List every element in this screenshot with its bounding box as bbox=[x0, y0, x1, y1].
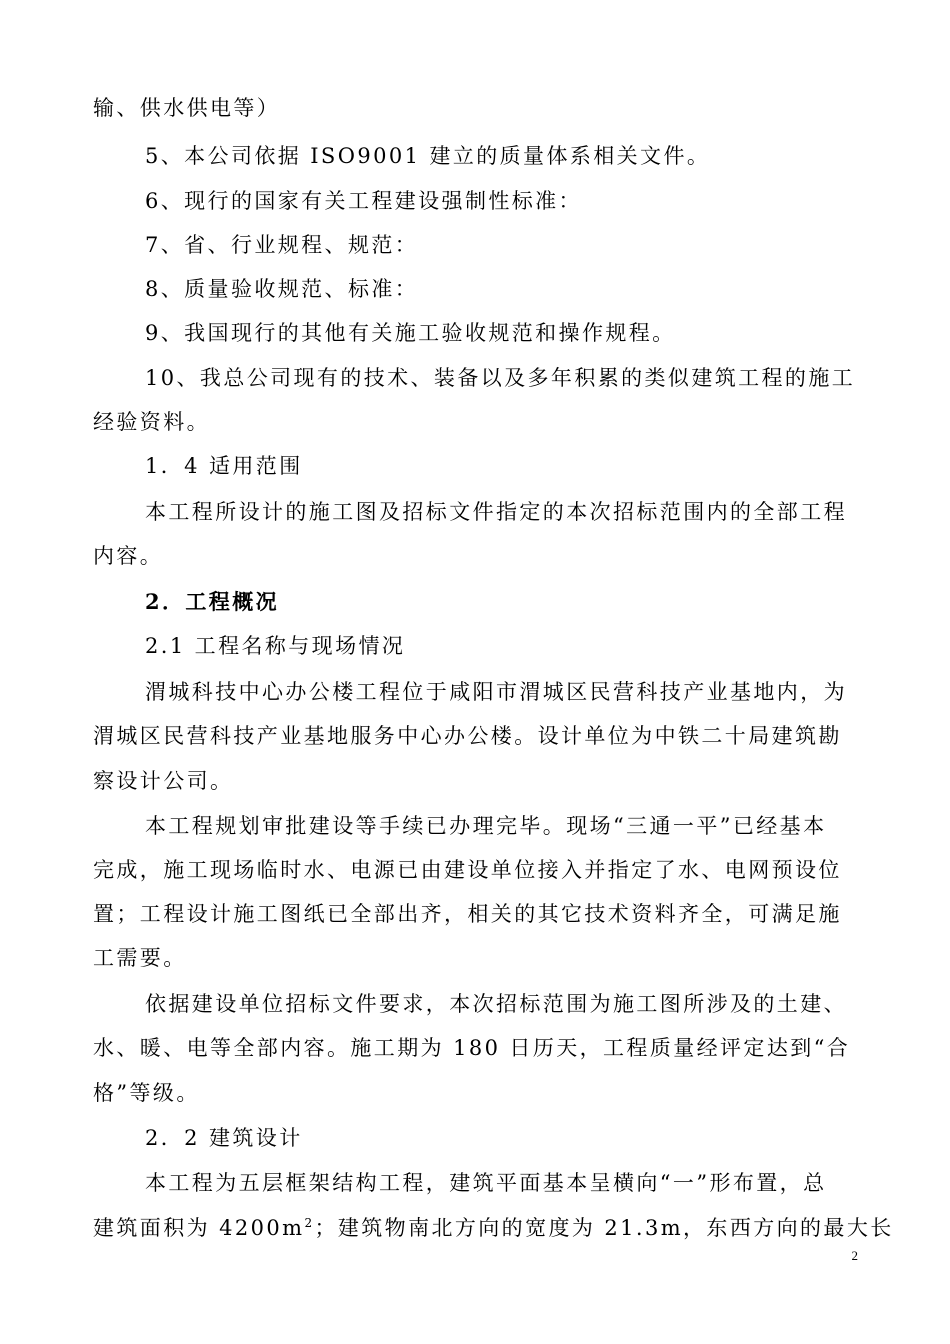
text-line: 本工程为五层框架结构工程，建筑平面基本呈横向“一”形布置，总 bbox=[145, 1171, 827, 1195]
text-line: 经验资料。 bbox=[93, 410, 210, 434]
text-line: 7、省、行业规程、规范： bbox=[145, 233, 419, 257]
section-heading: 2．2 建筑设计 bbox=[145, 1126, 303, 1150]
text-line: 本工程所设计的施工图及招标文件指定的本次招标范围内的全部工程 bbox=[145, 500, 847, 524]
section-heading: 1．4 适用范围 bbox=[145, 454, 303, 478]
text-line: 5、本公司依据 ISO9001 建立的质量体系相关文件。 bbox=[145, 144, 711, 168]
text-line: 8、质量验收规范、标准： bbox=[145, 277, 419, 301]
text-line: 10、我总公司现有的技术、装备以及多年积累的类似建筑工程的施工 bbox=[145, 366, 856, 390]
text-line: 工需要。 bbox=[93, 946, 187, 970]
section-heading: 2.1 工程名称与现场情况 bbox=[145, 634, 406, 658]
text-line: 依据建设单位招标文件要求，本次招标范围为施工图所涉及的土建、 bbox=[145, 992, 847, 1016]
text-line: 察设计公司。 bbox=[93, 769, 234, 793]
text-line: 9、我国现行的其他有关施工验收规范和操作规程。 bbox=[145, 321, 676, 345]
text-fragment: ；建筑物南北方向的宽度为 21.3m，东西方向的最大长 bbox=[314, 1216, 894, 1240]
text-line bbox=[93, 1216, 894, 1240]
text-line: 渭城区民营科技产业基地服务中心办公楼。设计单位为中铁二十局建筑勘 bbox=[93, 724, 842, 748]
text-line: 水、暖、电等全部内容。施工期为 180 日历天，工程质量经评定达到“合 bbox=[93, 1036, 851, 1060]
text-line: 渭城科技中心办公楼工程位于咸阳市渭城区民营科技产业基地内，为 bbox=[145, 680, 847, 704]
text-line: 6、现行的国家有关工程建设强制性标准： bbox=[145, 189, 582, 213]
text-fragment: 建筑面积为 4200m bbox=[93, 1216, 305, 1240]
superscript: 2 bbox=[304, 1216, 315, 1230]
chapter-heading: 2．工程概况 bbox=[145, 589, 280, 614]
text-line: 置；工程设计施工图纸已全部出齐，相关的其它技术资料齐全，可满足施 bbox=[93, 902, 842, 926]
text-line: 格”等级。 bbox=[93, 1081, 200, 1105]
text-line: 输、供水供电等） bbox=[93, 96, 281, 120]
text-line: 本工程规划审批建设等手续已办理完毕。现场“三通一平”已经基本 bbox=[145, 814, 827, 838]
text-line: 内容。 bbox=[93, 544, 164, 568]
page-number: 2 bbox=[851, 1248, 858, 1263]
text-line: 完成，施工现场临时水、电源已由建设单位接入并指定了水、电网预设位 bbox=[93, 858, 842, 882]
